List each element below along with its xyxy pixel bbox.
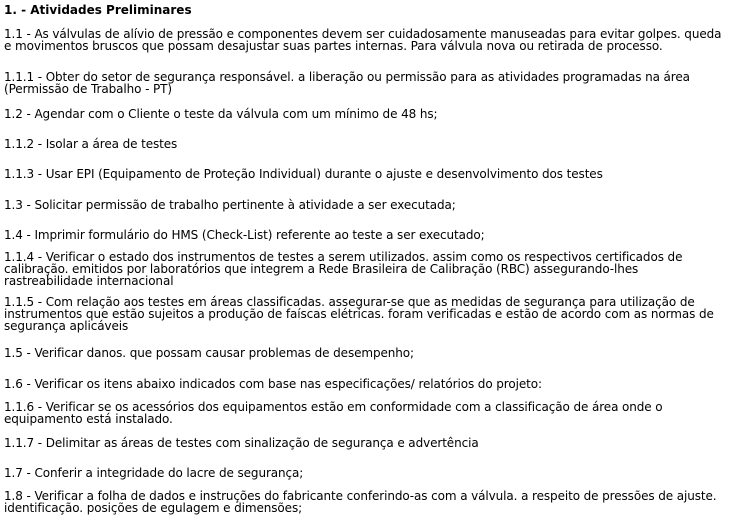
paragraph-1-1-6: 1.1.6 - Verificar se os acessórios dos equipamentos estão em conformidade com a classificação de área onde o equipamento está instalado.: [4, 400, 663, 426]
paragraph-1-1-1: 1.1.1 - Obter do setor de segurança responsável. a liberação ou permissão para as atividades programadas na área (Permissão de Trabalho - PT): [4, 70, 690, 96]
paragraph-1-6: 1.6 - Verificar os itens abaixo indicados com base nas especificações/ relatórios do projeto:: [4, 377, 542, 391]
paragraph-1-4: 1.4 - Imprimir formulário do HMS (Check-List) referente ao teste a ser executado;: [4, 228, 485, 242]
paragraph-1-5: 1.5 - Verificar danos. que possam causar problemas de desempenho;: [4, 346, 414, 360]
paragraph-1-1-5: 1.1.5 - Com relação aos testes em áreas classificadas. assegurar-se que as medidas de segurança para utilização de instrumentos que estão sujeitos a produção de faíscas elétricas. foram verificadas e estão de acordo com as normas de segurança aplicáveis: [4, 295, 714, 333]
paragraph-1-1-4: 1.1.4 - Verificar o estado dos instrumentos de testes a serem utilizados. assim como os respectivos certificados de calibração. emitidos por laboratórios que integrem a Rede Brasileira de Calibração (RBC) assegurando-lhes rastreabilidade internacional: [4, 250, 683, 288]
paragraph-1-1-7: 1.1.7 - Delimitar as áreas de testes com sinalização de segurança e advertência: [4, 436, 479, 450]
paragraph-1-8: 1.8 - Verificar a folha de dados e instruções do fabricante conferindo-as com a válvula. a respeito de pressões de ajuste. identificação. posições de egulagem e dimensões;: [4, 489, 717, 515]
section-heading: 1. - Atividades Preliminares: [4, 3, 192, 17]
paragraph-1-7: 1.7 - Conferir a integridade do lacre de segurança;: [4, 466, 304, 480]
paragraph-1-2: 1.2 - Agendar com o Cliente o teste da válvula com um mínimo de 48 hs;: [4, 107, 438, 121]
paragraph-1-1: 1.1 - As válvulas de alívio de pressão e componentes devem ser cuidadosamente manuseadas para evitar golpes. queda e movimentos bruscos que possam desajustar suas partes internas. Para válvula nova ou retirada de processo.: [4, 27, 722, 53]
paragraph-1-3: 1.3 - Solicitar permissão de trabalho pertinente à atividade a ser executada;: [4, 198, 456, 212]
paragraph-1-1-2: 1.1.2 - Isolar a área de testes: [4, 137, 178, 151]
paragraph-1-1-3: 1.1.3 - Usar EPI (Equipamento de Proteção Individual) durante o ajuste e desenvolvimento dos testes: [4, 167, 603, 181]
